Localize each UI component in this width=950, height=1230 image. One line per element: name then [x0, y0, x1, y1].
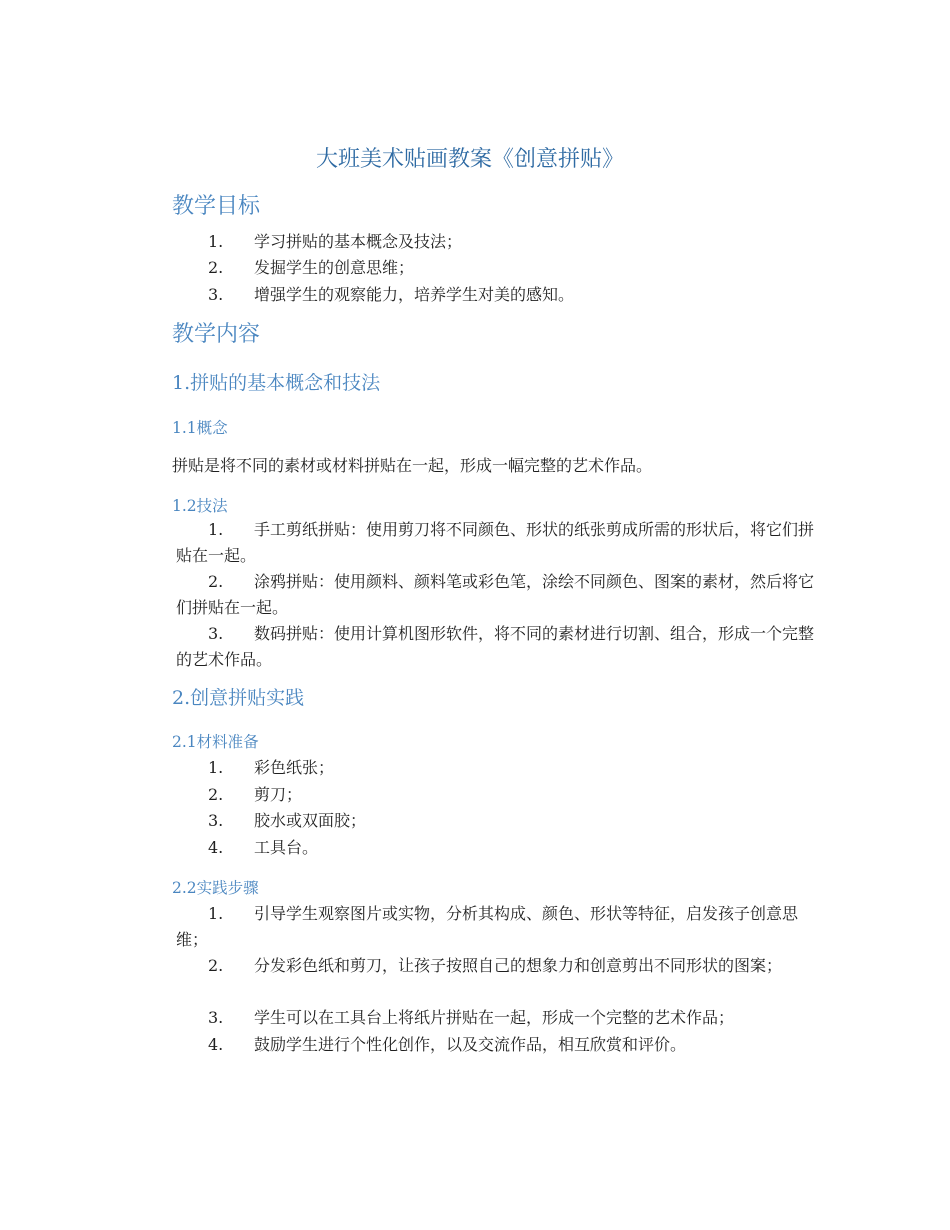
list-number: 2.	[208, 785, 224, 804]
list-text: 胶水或双面胶；	[254, 811, 367, 830]
list-number: 3.	[208, 1008, 224, 1027]
list-text: 彩色纸张；	[254, 758, 335, 777]
list-number: 2.	[208, 258, 224, 277]
steps-heading: 2.2实践步骤	[172, 879, 259, 897]
list-text: 分发彩色纸和剪刀，让孩子按照自己的想象力和创意剪出不同形状的图案；	[254, 956, 783, 975]
goal-item-3	[176, 282, 816, 308]
list-text: 发掘学生的创意思维；	[254, 258, 415, 277]
list-text: 涂鸦拼贴：使用颜料、颜料笔或彩色笔，涂绘不同颜色、图案的素材，然后将它们拼贴在一起。	[176, 572, 815, 617]
goals-heading: 教学目标	[172, 194, 261, 219]
concept-paragraph: 拼贴是将不同的素材或材料拼贴在一起，形成一幅完整的艺术作品。	[172, 456, 653, 475]
list-text: 数码拼贴：使用计算机图形软件，将不同的素材进行切割、组合，形成一个完整的艺术作品。	[176, 624, 815, 669]
list-number: 2.	[208, 572, 224, 591]
list-number: 4.	[208, 1035, 224, 1054]
list-text: 引导学生观察图片或实物，分析其构成、颜色、形状等特征，启发孩子创意思维；	[176, 904, 799, 949]
material-item-3	[176, 808, 816, 834]
goal-item-2	[176, 255, 816, 281]
technique-item-1	[176, 517, 816, 569]
list-text: 工具台。	[254, 838, 319, 857]
section2-heading: 2.创意拼贴实践	[172, 687, 305, 709]
technique-item-3	[176, 621, 816, 673]
materials-heading: 2.1材料准备	[172, 733, 259, 751]
material-item-2	[176, 782, 816, 808]
goal-item-1	[176, 229, 816, 255]
list-text: 鼓励学生进行个性化创作，以及交流作品，相互欣赏和评价。	[254, 1035, 687, 1054]
step-item-4	[176, 1032, 816, 1058]
concept-heading: 1.1概念	[172, 419, 228, 437]
step-item-1	[176, 901, 816, 953]
list-number: 1.	[208, 520, 224, 539]
document-title: 大班美术贴画教案《创意拼贴》	[315, 147, 624, 172]
technique-heading: 1.2技法	[172, 497, 228, 515]
content-heading: 教学内容	[172, 322, 261, 347]
list-number: 3.	[208, 285, 224, 304]
list-number: 3.	[208, 624, 224, 643]
list-text: 手工剪纸拼贴：使用剪刀将不同颜色、形状的纸张剪成所需的形状后，将它们拼贴在一起。	[176, 520, 815, 565]
list-text: 学习拼贴的基本概念及技法；	[254, 232, 463, 251]
technique-item-2	[176, 569, 816, 621]
list-number: 1.	[208, 904, 224, 923]
section1-heading: 1.拼贴的基本概念和技法	[172, 372, 381, 394]
list-text: 增强学生的观察能力，培养学生对美的感知。	[254, 285, 575, 304]
step-item-3	[176, 1005, 816, 1031]
list-number: 3.	[208, 811, 224, 830]
list-number: 2.	[208, 956, 224, 975]
list-number: 1.	[208, 232, 224, 251]
step-item-2	[176, 953, 816, 979]
material-item-4	[176, 835, 816, 861]
list-number: 4.	[208, 838, 224, 857]
material-item-1	[176, 755, 816, 781]
list-text: 剪刀；	[254, 785, 303, 804]
list-number: 1.	[208, 758, 224, 777]
list-text: 学生可以在工具台上将纸片拼贴在一起，形成一个完整的艺术作品；	[254, 1008, 735, 1027]
